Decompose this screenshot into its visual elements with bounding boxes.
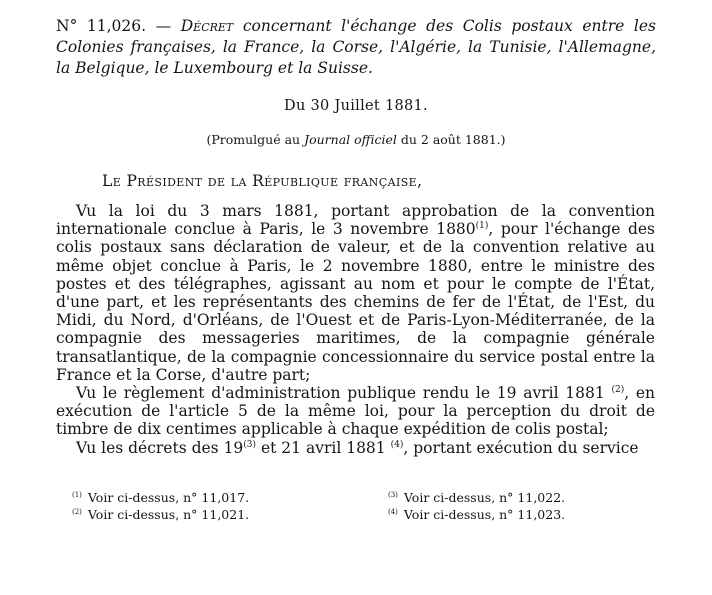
footnote-ref-1: (1) [475,221,489,232]
footnote-mark: (4) [388,508,398,516]
paragraph-2-rest: , en exécution de l'article 5 de la même loi, pour la perception du droit de timbre de dix centimes applicable à chaque expédition de colis postal; [56,384,656,439]
journal-title: Journal officiel [304,132,397,147]
footnote-ref-3: (3) [243,439,257,450]
promulgation-note [0,132,712,147]
paragraph-2 [56,384,655,439]
footnote-mark: (3) [388,491,398,499]
decree-word: Décret [180,17,234,35]
paragraph-3-c: , portant exécution du service [403,438,639,457]
paragraph-1-rest: , pour l'échange des colis postaux sans déclaration de valeur, et de la convention relative au même objet conclue à Paris, le 2 novembre 1880, entre le ministre des postes et des télégraphes, agissant au nom et pour le compte de l'État, d'une part, et les représentants des chemins de fer de l'État, de l'Est, du Midi, du Nord, d'Orléans, de l'Ouest et de Paris-Lyon-Méditerranée, de la compagnie des messageries maritimes, de la compagnie générale transatlantique, de la compagnie concessionnaire du service postal entre la France et la Corse, d'autre part; [56,220,655,384]
promulgation-open: (Promulgué au [206,132,301,147]
decree-heading [56,16,656,79]
footnote-2 [72,506,249,523]
decree-date: Du 30 Juillet 1881. [284,98,428,114]
footnote-mark: (1) [72,491,82,499]
president-line: Le Président de la République française, [102,172,423,190]
paragraph-3-a: Vu les décrets des 19 [76,438,244,457]
footnote-text: Voir ci-dessus, n° 11,021. [87,507,250,522]
footnote-ref-4: (4) [390,439,404,450]
footnote-4 [388,506,565,523]
promulgation-close: du 2 août 1881.) [400,132,506,147]
heading-dash: — [155,17,172,35]
paragraph-1-text: Vu la loi du 3 mars 1881, portant approbation de la convention internationale conclue à Paris, le 3 novembre 1880 [56,202,655,239]
paragraph-1 [56,202,655,384]
paragraph-2-text: Vu le règlement d'administration publique rendu le 19 avril 1881 [76,384,605,403]
decree-number: N° 11,026. [56,17,147,35]
decree-title: concernant l'échange des Colis postaux entre les Colonies françaises, la France, la Corse, l'Algérie, la Tunisie, l'Allemagne, la Belgique, le Luxembourg et la Suisse. [56,17,656,77]
footnote-mark: (2) [72,508,82,516]
footnote-3 [388,489,565,506]
footnote-text: Voir ci-dessus, n° 11,017. [87,490,250,505]
footnote-text: Voir ci-dessus, n° 11,023. [403,507,566,522]
footnote-ref-2: (2) [611,385,625,396]
footnote-text: Voir ci-dessus, n° 11,022. [403,490,566,505]
paragraph-3-b: et 21 avril 1881 [256,438,386,457]
decree-body [56,202,655,457]
footnote-1 [72,489,249,506]
paragraph-3 [56,439,655,457]
